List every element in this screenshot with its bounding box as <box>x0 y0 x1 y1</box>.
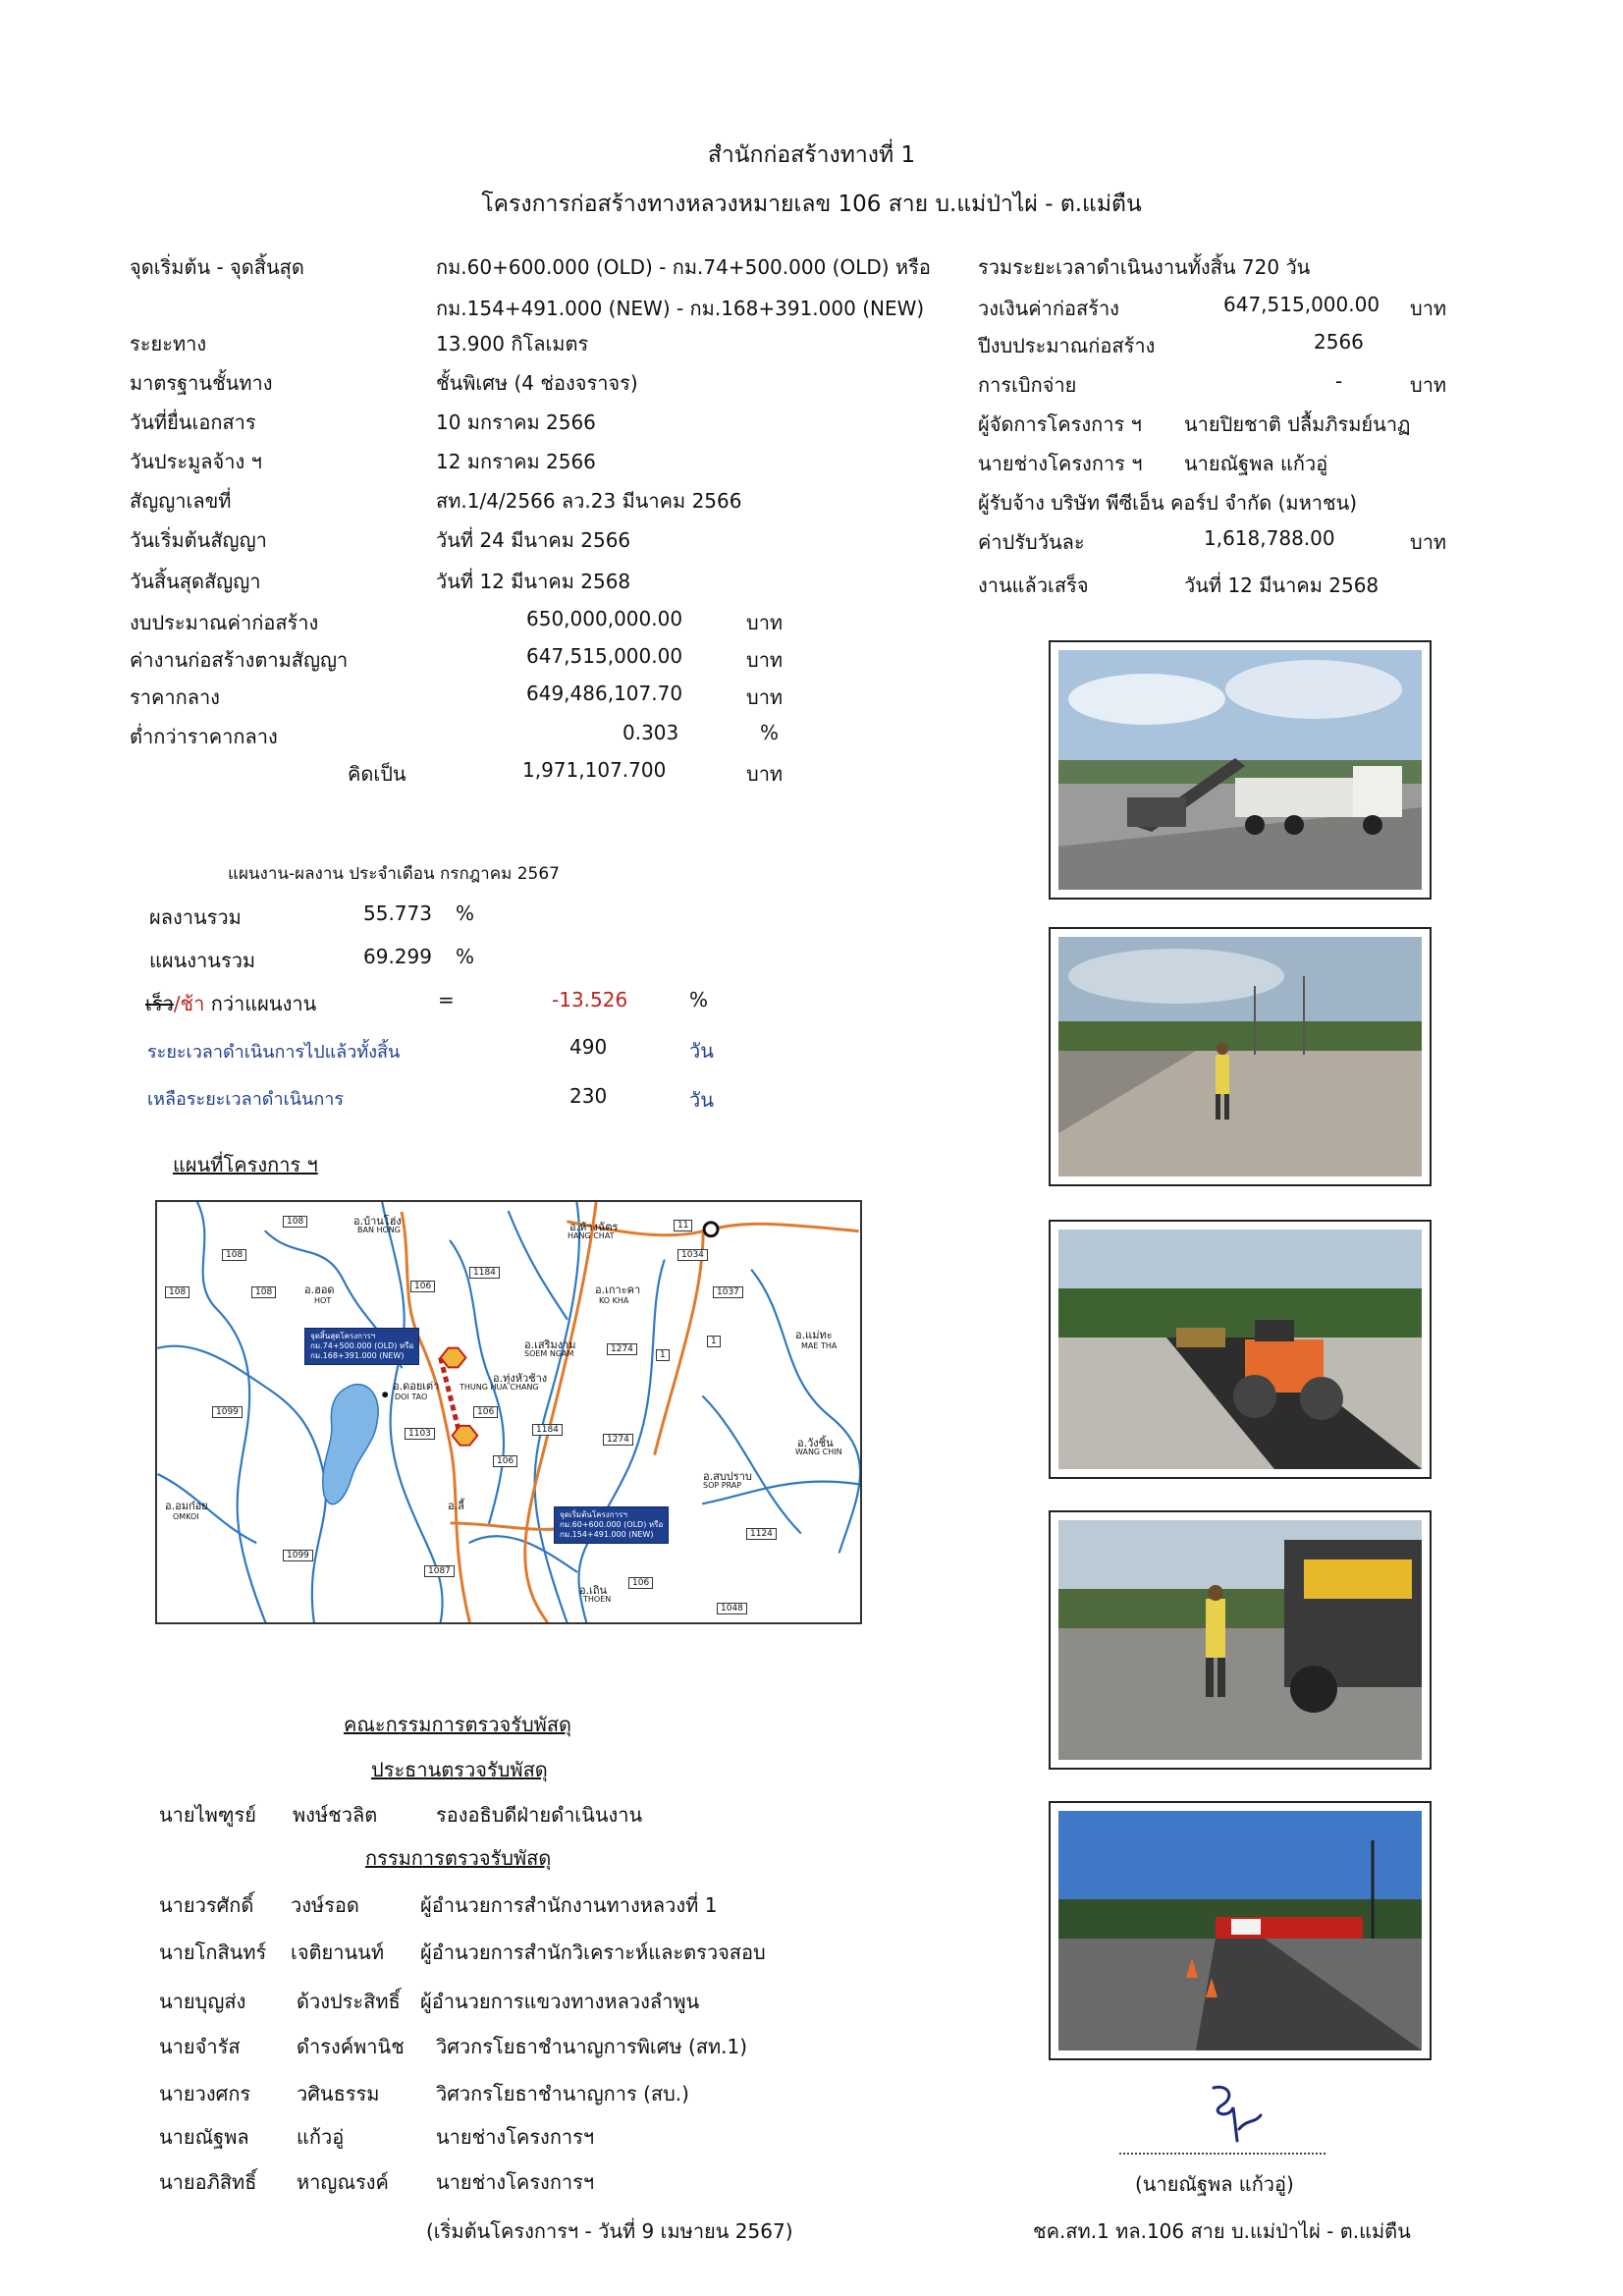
end-marker-icon <box>441 1348 466 1368</box>
place-label: อ.อมก๋อย <box>165 1500 208 1512</box>
member-position: วิศวกรโยธาชำนาญการพิเศษ (สท.1) <box>436 2035 748 2058</box>
info-value: 12 มกราคม 2566 <box>436 450 596 473</box>
photo-milling <box>1049 640 1432 900</box>
info-value: 1,618,788.00 <box>1204 526 1335 550</box>
route-shield: 108 <box>251 1286 276 1298</box>
diff-label <box>145 988 316 1019</box>
diff-slow: /ช้า <box>173 992 205 1015</box>
reservoir <box>323 1385 378 1504</box>
member-position: นายช่างโครงการฯ <box>436 2170 595 2194</box>
signature-line <box>1119 2153 1325 2155</box>
info-label: วันสิ้นสุดสัญญา <box>130 570 261 593</box>
city-marker-icon <box>704 1223 718 1236</box>
info-value: วันที่ 12 มีนาคม 2568 <box>436 570 631 593</box>
route-shield: 108 <box>283 1216 307 1228</box>
info-label: ปีงบประมาณก่อสร้าง <box>978 334 1156 357</box>
start-callout <box>554 1506 669 1544</box>
info-label: ผู้รับจ้าง บริษัท พีซีเอ็น คอร์ป จำกัด (มหาชน) <box>978 491 1358 515</box>
result-value: 55.773 <box>363 902 432 925</box>
member-last-name: ดำรงค์พานิช <box>297 2035 405 2058</box>
budget-unit: บาท <box>746 648 784 672</box>
budget-label: ค่างานก่อสร้างตามสัญญา <box>130 648 349 672</box>
info-label: งานแล้วเสร็จ <box>978 574 1089 597</box>
remain-value: 230 <box>569 1084 608 1108</box>
member-first-name: นายบุญส่ง <box>159 1990 246 2013</box>
plan-label: แผนงานรวม <box>149 949 256 972</box>
budget-label: ต่ำกว่าราคากลาง <box>130 725 278 748</box>
member-position: นายช่างโครงการฯ <box>436 2125 595 2149</box>
photo-roller <box>1049 1220 1432 1479</box>
info-label: สัญญาเลขที่ <box>130 489 232 513</box>
diff-text: กว่าแผนงาน <box>204 992 317 1015</box>
budget-unit: บาท <box>746 685 784 709</box>
place-label: BAN HONG <box>357 1226 401 1234</box>
project-map <box>155 1200 862 1624</box>
route-shield: 1274 <box>607 1343 637 1355</box>
member-position: วิศวกรโยธาชำนาญการ (สบ.) <box>436 2082 689 2105</box>
photo-paving <box>1049 1510 1432 1770</box>
remain-unit: วัน <box>689 1088 714 1112</box>
member-last-name: แก้วอู่ <box>297 2125 345 2149</box>
plan-unit: % <box>456 945 475 968</box>
info-unit: บาท <box>1410 297 1447 320</box>
place-label: THUNG HUA CHANG <box>460 1383 539 1392</box>
member-first-name: นายโกสินทร์ <box>159 1941 267 1964</box>
map-drawing <box>157 1202 860 1622</box>
member-last-name: หาญณรงค์ <box>297 2170 389 2194</box>
info-label: ระยะทาง <box>130 332 207 355</box>
place-label: อ.วังชิ้น <box>797 1437 834 1449</box>
budget-value: 1,971,107.700 <box>522 758 667 782</box>
elapsed-unit: วัน <box>689 1039 714 1063</box>
signature-mark <box>1200 2080 1269 2149</box>
header-line-2: โครงการก่อสร้างทางหลวงหมายเลข 106 สาย บ.แม่ป่าไผ่ - ต.แม่ตืน <box>481 191 1142 217</box>
route-shield: 1099 <box>212 1406 243 1418</box>
diff-fast: เร็ว <box>145 992 174 1015</box>
member-first-name: นายจำรัส <box>159 2035 241 2058</box>
info-label: วันประมูลจ้าง ฯ <box>130 450 262 473</box>
member-last-name: ด้วงประสิทธิ์ <box>297 1990 401 2013</box>
budget-unit: % <box>760 721 780 744</box>
traffic-control-photo <box>1058 1811 1422 2050</box>
route-shield: 106 <box>473 1406 498 1418</box>
info-value: 2566 <box>1314 330 1364 354</box>
chair-last-name: พงษ์ชวลิต <box>293 1803 378 1827</box>
info-unit: บาท <box>1410 530 1447 554</box>
budget-value: 650,000,000.00 <box>526 607 683 630</box>
member-position: ผู้อำนวยการแขวงทางหลวงลำพูน <box>420 1990 700 2013</box>
callout-line: กม.60+600.000 (OLD) หรือ <box>560 1520 664 1529</box>
info-label: วันที่ยื่นเอกสาร <box>130 410 256 434</box>
town-dot-icon <box>382 1392 388 1397</box>
place-label: อ.ดอยเต่า <box>393 1380 440 1393</box>
plan-value: 69.299 <box>363 945 432 968</box>
place-label: อ.ทุ่งหัวช้าง <box>493 1372 548 1385</box>
member-position: ผู้อำนวยการสำนักวิเคราะห์และตรวจสอบ <box>420 1941 766 1964</box>
info-value: กม.60+600.000 (OLD) - กม.74+500.000 (OLD) หรือ <box>436 255 931 279</box>
route-shield: 1099 <box>283 1550 313 1561</box>
info-label: จุดเริ่มต้น - จุดสิ้นสุด <box>130 255 304 279</box>
info-value: วันที่ 12 มีนาคม 2568 <box>1184 574 1380 597</box>
diff-value: -13.526 <box>552 988 628 1011</box>
member-last-name: เจติยานนท์ <box>291 1941 385 1964</box>
info-label: ค่าปรับวันละ <box>978 530 1085 554</box>
route-shield: 1 <box>656 1349 670 1361</box>
place-label: อ.ลี้ <box>448 1500 464 1512</box>
chair-first-name: นายไพฑูรย์ <box>159 1803 256 1827</box>
info-value: - <box>1335 369 1343 393</box>
info-unit: บาท <box>1410 373 1447 397</box>
route-shield: 1048 <box>717 1603 747 1614</box>
chair-title: ประธานตรวจรับพัสดุ <box>371 1758 548 1781</box>
project-route <box>441 1358 460 1436</box>
elapsed-label: ระยะเวลาดำเนินการไปแล้วทั้งสิ้น <box>147 1042 401 1063</box>
route-shield: 1124 <box>746 1528 777 1540</box>
place-label: SOEM NGAM <box>524 1349 574 1358</box>
photo-survey <box>1049 927 1432 1186</box>
budget-value: 0.303 <box>622 721 679 744</box>
info-label: นายช่างโครงการ ฯ <box>978 452 1143 475</box>
route-shield: 108 <box>222 1249 246 1261</box>
route-shield: 1034 <box>677 1249 708 1261</box>
budget-value: 649,486,107.70 <box>526 682 683 705</box>
place-label: WANG CHIN <box>795 1448 842 1456</box>
place-label: อ.สบปราบ <box>703 1470 752 1483</box>
roads <box>402 1202 859 1622</box>
committee-title: คณะกรรมการตรวจรับพัสดุ <box>344 1713 572 1736</box>
info-value: กม.154+491.000 (NEW) - กม.168+391.000 (NEW) <box>436 297 925 320</box>
callout-line: กม.74+500.000 (OLD) หรือ <box>310 1341 414 1350</box>
elapsed-value: 490 <box>569 1035 608 1059</box>
route-shield: 106 <box>410 1281 435 1292</box>
info-value: วันที่ 24 มีนาคม 2566 <box>436 528 631 552</box>
route-shield: 1184 <box>469 1267 500 1279</box>
member-first-name: นายวงศกร <box>159 2082 251 2105</box>
asphalt-paving-photo <box>1058 1520 1422 1760</box>
road-survey-photo <box>1058 937 1422 1176</box>
budget-label: คิดเป็น <box>348 762 406 786</box>
route-shield: 1274 <box>603 1434 633 1446</box>
road-roller-photo <box>1058 1230 1422 1469</box>
route-shield: 11 <box>674 1220 692 1231</box>
callout-line: จุดสิ้นสุดโครงการฯ <box>310 1332 376 1340</box>
info-label: การเบิกจ่าย <box>978 373 1077 397</box>
diff-unit: % <box>689 988 709 1011</box>
progress-title: แผนงาน-ผลงาน ประจำเดือน กรกฎาคม 2567 <box>228 864 560 884</box>
info-value: ชั้นพิเศษ (4 ช่องจราจร) <box>436 371 638 395</box>
signer-position: ชค.สท.1 ทล.106 สาย บ.แม่ป่าไผ่ - ต.แม่ตืน <box>1033 2219 1411 2243</box>
milling-machine-photo <box>1058 650 1422 890</box>
place-label: อ.แม่ทะ <box>795 1329 833 1341</box>
route-shield: 1 <box>707 1336 721 1347</box>
result-unit: % <box>456 902 475 925</box>
callout-line: จุดเริ่มต้นโครงการฯ <box>560 1510 627 1519</box>
members-title: กรรมการตรวจรับพัสดุ <box>365 1846 552 1870</box>
signer-name: (นายณัฐพล แก้วอู่) <box>1135 2172 1294 2196</box>
info-label: วันเริ่มต้นสัญญา <box>130 528 267 552</box>
route-shield: 1184 <box>532 1424 563 1436</box>
place-label: อ.ฮอด <box>304 1284 335 1296</box>
route-shield: 108 <box>165 1286 189 1298</box>
info-value: 13.900 กิโลเมตร <box>436 332 589 355</box>
remain-label: เหลือระยะเวลาดำเนินการ <box>147 1089 345 1110</box>
info-value: 647,515,000.00 <box>1223 293 1380 316</box>
budget-label: ราคากลาง <box>130 685 220 709</box>
budget-unit: บาท <box>746 762 784 786</box>
info-value: สท.1/4/2566 ลว.23 มีนาคม 2566 <box>436 489 742 513</box>
result-label: ผลงานรวม <box>149 905 242 929</box>
place-label: อ.เสริมงาม <box>524 1339 576 1351</box>
info-label: มาตรฐานชั้นทาง <box>130 371 273 395</box>
place-label: SOP PRAP <box>703 1481 742 1490</box>
place-label: OMKOI <box>173 1512 199 1521</box>
route-shield: 106 <box>493 1455 517 1467</box>
photo-traffic <box>1049 1801 1432 2060</box>
route-shield: 1103 <box>405 1428 435 1440</box>
place-label: MAE THA <box>801 1341 838 1350</box>
chair-position: รองอธิบดีฝ่ายดำเนินงาน <box>436 1803 643 1827</box>
info-label: ผู้จัดการโครงการ ฯ <box>978 412 1142 436</box>
route-shield: 106 <box>628 1577 653 1589</box>
member-last-name: วศินธรรม <box>297 2082 380 2105</box>
map-title: แผนที่โครงการ ฯ <box>173 1153 318 1176</box>
place-label: อ.ห้างฉัตร <box>569 1221 619 1233</box>
member-position: ผู้อำนวยการสำนักงานทางหลวงที่ 1 <box>420 1893 718 1917</box>
info-label: วงเงินค่าก่อสร้าง <box>978 297 1119 320</box>
rivers <box>158 1202 860 1622</box>
budget-value: 647,515,000.00 <box>526 644 683 668</box>
budget-label: งบประมาณค่าก่อสร้าง <box>130 611 319 634</box>
route-shield: 1087 <box>424 1565 455 1577</box>
place-label: THOEN <box>583 1595 612 1604</box>
end-callout <box>304 1328 419 1365</box>
start-note: (เริ่มต้นโครงการฯ - วันที่ 9 เมษายน 2567) <box>426 2219 793 2243</box>
place-label: อ.เถิน <box>579 1584 608 1597</box>
place-label: HANG CHAT <box>568 1231 615 1240</box>
member-first-name: นายวรศักดิ์ <box>159 1893 254 1917</box>
member-first-name: นายณัฐพล <box>159 2125 249 2149</box>
info-value: นายณัฐพล แก้วอู่ <box>1184 452 1328 475</box>
place-label: DOI TAO <box>395 1393 428 1401</box>
member-first-name: นายอภิสิทธิ์ <box>159 2170 257 2194</box>
budget-unit: บาท <box>746 611 784 634</box>
place-label: อ.บ้านโฮ่ง <box>353 1215 402 1228</box>
info-value: 10 มกราคม 2566 <box>436 410 596 434</box>
info-value: นายปิยชาติ ปลื้มภิรมย์นาฏ <box>1184 412 1411 436</box>
callout-line: กม.154+491.000 (NEW) <box>560 1530 654 1539</box>
place-label: อ.เกาะคา <box>595 1284 641 1296</box>
member-last-name: วงษ์รอด <box>291 1893 359 1917</box>
place-label: HOT <box>314 1296 332 1305</box>
route-shield: 1037 <box>713 1286 743 1298</box>
callout-line: กม.168+391.000 (NEW) <box>310 1351 405 1360</box>
header-line-1: สำนักก่อสร้างทางที่ 1 <box>707 142 916 168</box>
place-label: KO KHA <box>599 1296 629 1305</box>
info-label: รวมระยะเวลาดำเนินงานทั้งสิ้น 720 วัน <box>978 255 1311 279</box>
diff-equals: = <box>438 988 455 1011</box>
